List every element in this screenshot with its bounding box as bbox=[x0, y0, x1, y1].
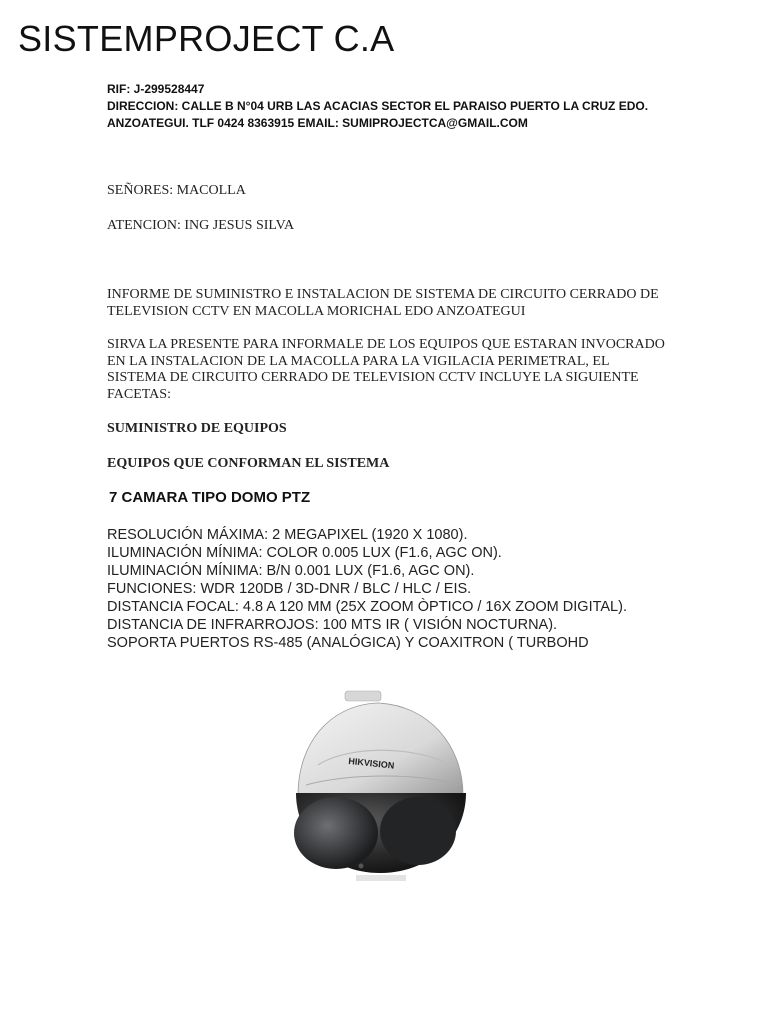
spec-line: DISTANCIA DE INFRARROJOS: 100 MTS IR ( VISIÓN NOCTURNA). bbox=[107, 617, 558, 633]
company-title: SISTEMPROJECT C.A bbox=[18, 18, 395, 59]
company-header bbox=[107, 81, 727, 132]
equipment-heading: EQUIPOS QUE CONFORMAN EL SISTEMA bbox=[107, 456, 390, 471]
intro-paragraph: SIRVA LA PRESENTE PARA INFORMALE DE LOS EQUIPOS QUE ESTARAN INVOCRADO EN LA INSTALACION DE LA MACOLLA PARA LA VIGILACIA PERIMETRAL, EL SISTEMA DE CIRCUITO CERRADO DE TELEVISION CCTV INCLUYE LA SIGUIENTE FACETAS: bbox=[107, 337, 665, 402]
spec-line: RESOLUCIÓN MÁXIMA: 2 MEGAPIXEL (1920 X 1080). bbox=[107, 527, 468, 543]
spec-line: ILUMINACIÓN MÍNIMA: COLOR 0.005 LUX (F1.6, AGC ON). bbox=[107, 545, 502, 561]
camera-title: 7 CAMARA TIPO DOMO PTZ bbox=[109, 489, 311, 506]
spec-line: ILUMINACIÓN MÍNIMA: B/N 0.001 LUX (F1.6, AGC ON). bbox=[107, 563, 475, 579]
camera-specs-list bbox=[107, 526, 727, 652]
spec-line: FUNCIONES: WDR 120DB / 3D-DNR / BLC / HLC / EIS. bbox=[107, 581, 472, 597]
spec-line: DISTANCIA FOCAL: 4.8 A 120 MM (25X ZOOM ÒPTICO / 16X ZOOM DIGITAL). bbox=[107, 599, 627, 615]
supply-heading: SUMINISTRO DE EQUIPOS bbox=[107, 421, 287, 436]
recipient-line: SEÑORES: MACOLLA bbox=[107, 183, 246, 198]
ptz-dome-camera-image bbox=[258, 685, 498, 885]
report-subject: INFORME DE SUMINISTRO E INSTALACION DE SISTEMA DE CIRCUITO CERRADO DE TELEVISION CCTV EN MACOLLA MORICHAL EDO ANZOATEGUI bbox=[107, 287, 659, 319]
address-line-2: ANZOATEGUI. TLF 0424 8363915 EMAIL: SUMIPROJECTCA@GMAIL.COM bbox=[107, 116, 528, 130]
spec-line: SOPORTA PUERTOS RS-485 (ANALÓGICA) Y COAXITRON ( TURBOHD bbox=[107, 635, 589, 651]
camera-brand-logo: HIKVISION bbox=[347, 755, 395, 771]
address-line-1: DIRECCION: CALLE B N°04 URB LAS ACACIAS SECTOR EL PARAISO PUERTO LA CRUZ EDO. bbox=[107, 99, 649, 113]
rif-line: RIF: J-299528447 bbox=[107, 82, 205, 96]
attention-line: ATENCION: ING JESUS SILVA bbox=[107, 218, 295, 233]
